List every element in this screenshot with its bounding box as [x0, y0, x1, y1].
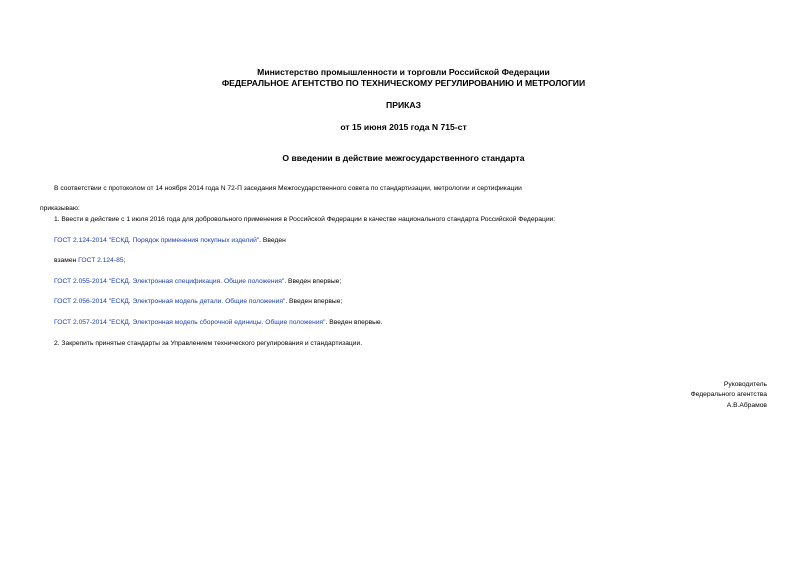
standard-3-line: [54, 297, 342, 306]
document-type: ПРИКАЗ: [386, 100, 421, 110]
item-1-paragraph: 1. Ввести в действие с 1 июля 2016 года для добровольного применения в Российской Федерации в качестве национального стандарта Российской Федерации:: [54, 216, 556, 223]
preamble-paragraph: В соответствии с протоколом от 14 ноября 2014 года N 72-П заседания Межгосударственного совета по стандартизации, метрологии и сертификации: [54, 185, 522, 192]
agency-title: ФЕДЕРАЛЬНОЕ АГЕНТСТВО ПО ТЕХНИЧЕСКОМУ РЕГУЛИРОВАНИЮ И МЕТРОЛОГИИ: [221, 78, 586, 88]
standard-3-link[interactable]: ГОСТ 2.056-2014 "ЕСКД. Электронная модель детали. Общие положения": [54, 298, 286, 305]
standard-4-link[interactable]: ГОСТ 2.057-2014 "ЕСКД. Электронная модель сборочной единицы. Общие положения": [54, 319, 326, 326]
document-date-number: от 15 июня 2015 года N 715-ст: [340, 122, 467, 132]
signature-name: А.В.Абрамов: [726, 402, 767, 409]
standard-4-suffix: . Введен впервые.: [325, 319, 383, 326]
order-word: приказываю:: [40, 205, 80, 212]
standard-2-suffix: . Введен впервые;: [284, 278, 342, 285]
standard-1-suffix: . Введен: [259, 237, 286, 244]
standard-4-line: [54, 318, 383, 327]
replacement-suffix: ;: [123, 257, 126, 264]
document-subject: О введении в действие межгосударственного стандарта: [282, 153, 525, 163]
replacement-prefix: взамен: [54, 257, 79, 264]
item-2-paragraph: 2. Закрепить принятые стандарты за Управлением технического регулирования и стандартизации.: [54, 340, 363, 347]
standard-2-line: [54, 277, 341, 286]
standard-2-link[interactable]: ГОСТ 2.055-2014 "ЕСКД. Электронная спецификация. Общие положения": [54, 278, 285, 285]
signature-organization: Федерального агентства: [690, 391, 767, 398]
standard-1-link[interactable]: ГОСТ 2.124-2014 "ЕСКД. Порядок применения покупных изделий": [54, 237, 260, 244]
replacement-line: [54, 256, 125, 265]
standard-3-suffix: . Введен впервые;: [285, 298, 343, 305]
signature-position: Руководитель: [723, 381, 767, 388]
standard-1-line: [54, 236, 286, 245]
replacement-standard-link[interactable]: ГОСТ 2.124-85: [78, 257, 124, 264]
ministry-title: Министерство промышленности и торговли Российской Федерации: [257, 67, 550, 77]
